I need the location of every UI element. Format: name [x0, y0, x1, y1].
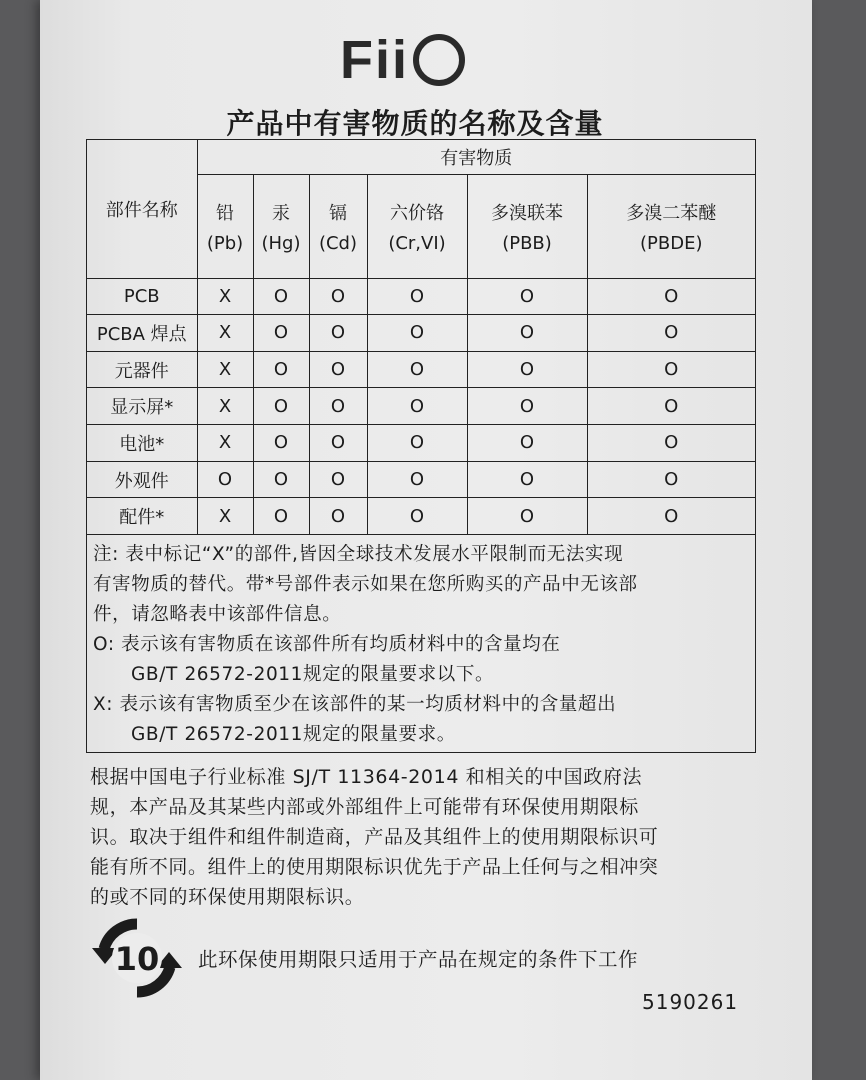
substance-mark: X [197, 425, 253, 462]
substance-mark: O [467, 498, 587, 535]
epup-10-icon [88, 918, 186, 998]
substance-mark: O [587, 461, 755, 498]
part-name: 外观件 [87, 461, 197, 498]
paragraph-line: 的或不同的环保使用期限标识。 [90, 886, 365, 908]
substance-mark: O [587, 351, 755, 388]
substance-mark: O [253, 278, 309, 315]
part-name: PCBA 焊点 [87, 315, 197, 352]
substance-mark: O [367, 388, 467, 425]
substance-mark: O [467, 425, 587, 462]
group-header: 有害物质 [197, 140, 755, 174]
substance-mark: O [587, 388, 755, 425]
regulation-paragraph [90, 762, 760, 912]
substance-mark: O [367, 425, 467, 462]
substance-symbol: (Cr,VI) [388, 232, 446, 254]
part-name: 元器件 [87, 351, 197, 388]
part-name: 电池* [87, 425, 197, 462]
substance-mark: O [587, 425, 755, 462]
substance-mark: O [253, 498, 309, 535]
substance-mark: O [309, 461, 367, 498]
substance-mark: O [197, 461, 253, 498]
substance-mark: O [367, 278, 467, 315]
document-code: 5190261 [642, 990, 739, 1014]
substance-name: 多溴联苯 [491, 202, 563, 224]
paragraph-line: 根据中国电子行业标准 SJ/T 11364-2014 和相关的中国政府法 [90, 766, 643, 788]
substance-mark: O [309, 278, 367, 315]
paragraph-line: 能有所不同。组件上的使用期限标识优先于产品上任何与之相冲突 [90, 856, 659, 878]
substance-mark: O [309, 315, 367, 352]
substance-mark: O [467, 461, 587, 498]
substance-mark: O [309, 351, 367, 388]
o-definition-cont: GB/T 26572-2011规定的限量要求以下。 [131, 664, 495, 685]
page-title: 产品中有害物质的名称及含量 [226, 107, 604, 140]
table-row [87, 278, 755, 315]
substance-symbol: (PBB) [502, 232, 552, 254]
substance-mark: O [309, 425, 367, 462]
substance-name: 汞 [272, 202, 290, 224]
substance-mark: O [253, 315, 309, 352]
part-header: 部件名称 [87, 140, 197, 278]
substance-mark: O [367, 315, 467, 352]
substance-mark: O [467, 278, 587, 315]
substance-name: 镉 [329, 202, 347, 224]
substance-mark: O [587, 315, 755, 352]
substance-symbol: (PBDE) [640, 232, 703, 254]
brand-letters: Fii [340, 30, 409, 90]
table-notes [93, 540, 747, 750]
table-row [87, 351, 755, 388]
paragraph-line: 识。取决于组件和组件制造商，产品及其组件上的使用期限标识可 [90, 826, 659, 848]
substance-header [197, 174, 253, 278]
substance-mark: O [309, 388, 367, 425]
table-row [87, 498, 755, 535]
note-line: 件，请忽略表中该部件信息。 [93, 604, 342, 625]
substance-mark: O [253, 425, 309, 462]
table-row [87, 315, 755, 352]
brand-ring [413, 34, 465, 86]
substance-mark: O [367, 461, 467, 498]
substance-mark: O [587, 498, 755, 535]
substance-name: 六价铬 [390, 202, 444, 224]
substance-mark: O [467, 388, 587, 425]
substance-symbol: (Cd) [318, 232, 358, 254]
paragraph-line: 规，本产品及其某些内部或外部组件上可能带有环保使用期限标 [90, 796, 639, 818]
part-name: PCB [87, 278, 197, 315]
substance-mark: O [253, 461, 309, 498]
part-name: 显示屏* [87, 388, 197, 425]
table-row [87, 388, 755, 425]
table-row [87, 461, 755, 498]
substance-name: 多溴二苯醚 [626, 202, 717, 224]
substance-mark: O [467, 315, 587, 352]
substance-mark: O [253, 388, 309, 425]
substance-mark: X [197, 498, 253, 535]
substance-header [253, 174, 309, 278]
brand-logo [340, 30, 465, 90]
substance-mark: X [197, 388, 253, 425]
note-line: 注: 表中标记“X”的部件,皆因全球技术发展水平限制而无法实现 [93, 544, 624, 565]
x-definition: X: 表示该有害物质至少在该部件的某一均质材料中的含量超出 [93, 694, 617, 715]
substance-mark: X [197, 278, 253, 315]
substance-mark: O [253, 351, 309, 388]
part-name: 配件* [87, 498, 197, 535]
substance-mark: O [367, 498, 467, 535]
substance-name: 铅 [216, 202, 234, 224]
epup-statement: 此环保使用期限只适用于产品在规定的条件下工作 [198, 948, 639, 971]
x-definition-cont: GB/T 26572-2011规定的限量要求。 [131, 724, 456, 745]
substance-mark: O [367, 351, 467, 388]
substance-mark: O [309, 498, 367, 535]
substance-symbol: (Hg) [261, 232, 301, 254]
substance-mark: X [197, 351, 253, 388]
substance-header [309, 174, 367, 278]
substance-header [587, 174, 755, 278]
hazardous-substance-table [87, 140, 755, 535]
substance-mark: O [467, 351, 587, 388]
substance-header [467, 174, 587, 278]
table-row [87, 425, 755, 462]
note-line: 有害物质的替代。带*号部件表示如果在您所购买的产品中无该部 [93, 574, 638, 595]
epup-years: 10 [114, 940, 160, 978]
substance-mark: X [197, 315, 253, 352]
o-definition: O: 表示该有害物质在该部件所有均质材料中的含量均在 [93, 634, 561, 655]
substance-symbol: (Pb) [206, 232, 244, 254]
substance-header [367, 174, 467, 278]
substance-mark: O [587, 278, 755, 315]
substance-declaration-box [86, 139, 756, 753]
